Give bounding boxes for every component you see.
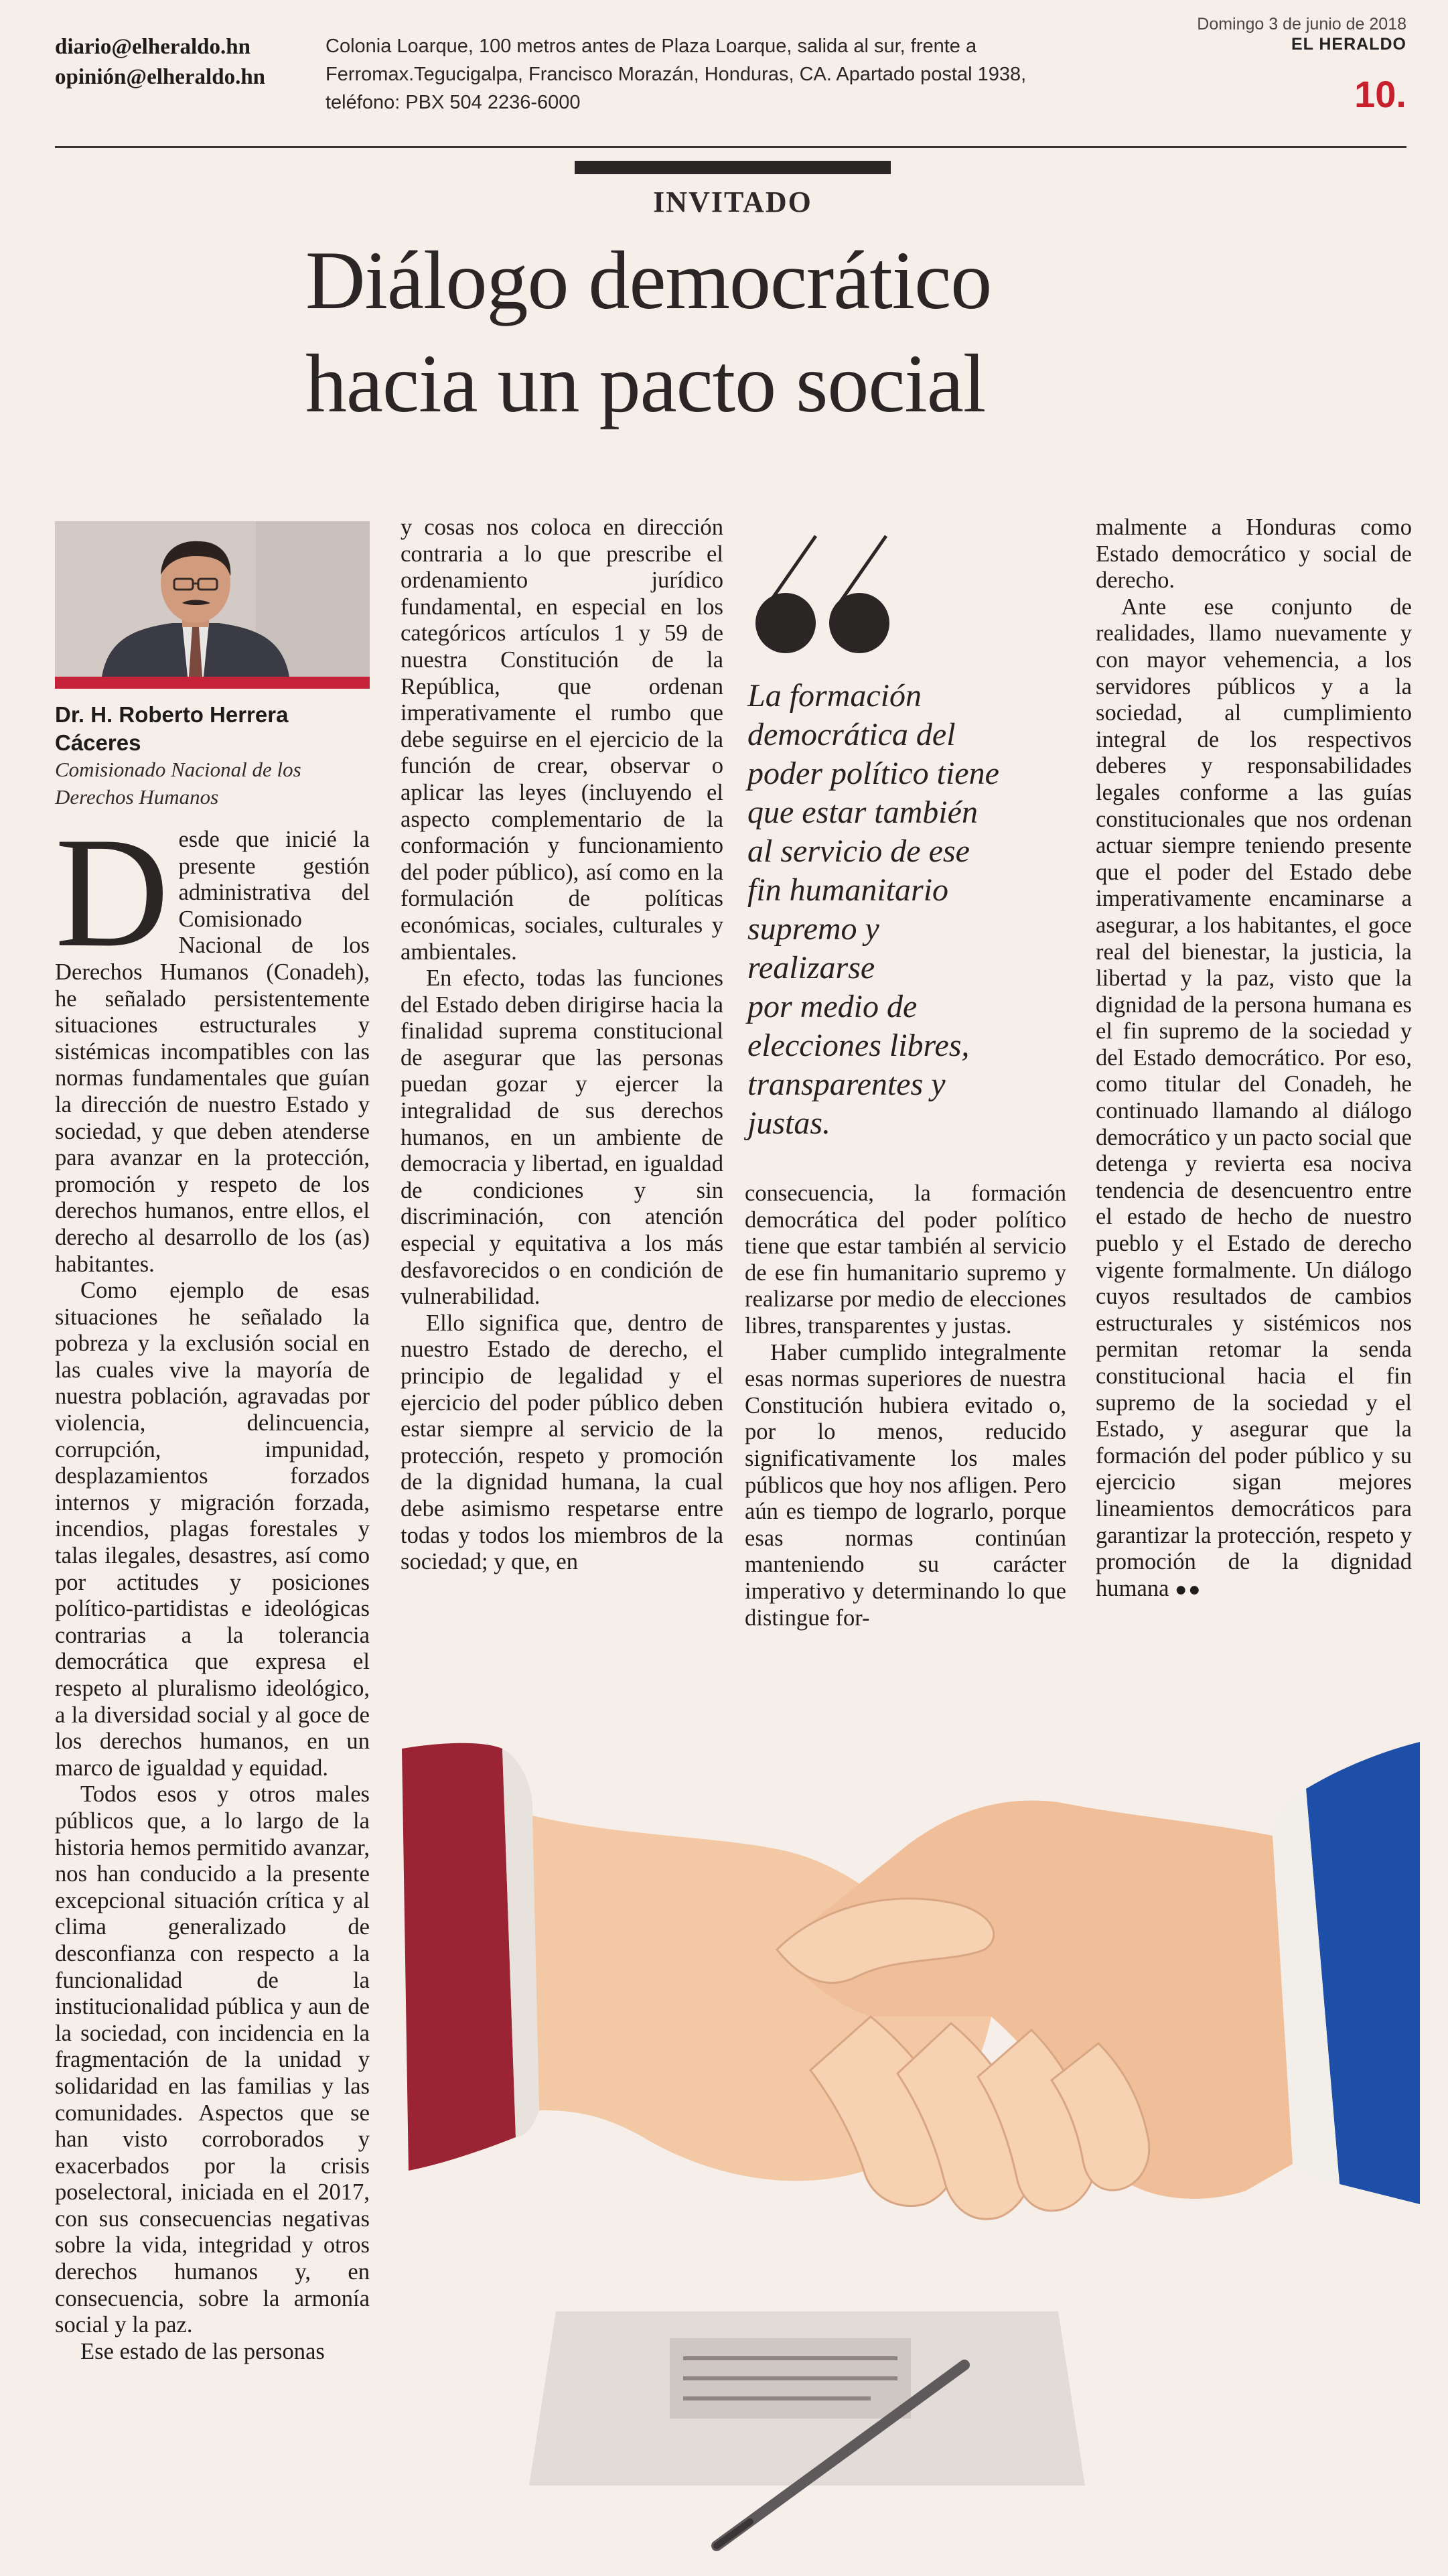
article-paragraph: consecuencia, la formación democrática del poder político tiene que estar también al servicio de ese fin humanitario supremo y realizarse por medio de elecciones libres, transparentes y justas. (745, 1180, 1066, 1339)
email-opinion: opinión@elheraldo.hn (55, 65, 266, 89)
newspaper-brand: EL HERALDO (1291, 35, 1406, 54)
author-name-line: Dr. H. Roberto Herrera (55, 702, 289, 727)
article-column-1 (55, 805, 370, 2365)
handshake-illustration-icon (402, 1735, 1420, 2559)
article-paragraph: Haber cumplido integralmente esas normas superiores de nuestra Constitución hubiera evitado o, por lo menos, reducido significativamente los males públicos que hoy nos afligen. Pero aún es tiempo de lograrlo, porque esas normas continúan manteniendo su carácter imperativo y determinando lo que distingue for- (745, 1339, 1066, 1631)
publisher-address (325, 32, 1129, 117)
article-paragraph: malmente a Honduras como Estado democrático y social de derecho. (1096, 515, 1412, 594)
address-line: teléfono: PBX 504 2236-6000 (325, 92, 581, 113)
author-photo-bar (55, 677, 370, 689)
article-paragraph: y cosas nos coloca en dirección contraria a lo que prescribe el ordenamiento jurídico fundamental, en especial en los categóricos artículos 1 y 59 de nuestra Constitución de la República, que ordenan imperativamente el rumbo que debe seguirse en el ejercicio de la función de crear, observar o aplicar las leyes (incluyendo el aspecto complementario de la conformación y funcionamiento del poder público), así como en la formulación de políticas económicas, sociales, culturales y ambientales. (401, 515, 723, 965)
author-role-line: Derechos Humanos (55, 785, 219, 809)
author-name (55, 701, 370, 757)
author-role-line: Comisionado Nacional de los (55, 758, 301, 781)
author-name-line: Cáceres (55, 730, 141, 755)
pull-quote-line: realizarse (747, 950, 875, 986)
drop-cap: D (55, 805, 169, 980)
address-line: Ferromax.Tegucigalpa, Francisco Morazán, Honduras, CA. Apartado postal 1938, (325, 64, 1027, 85)
contact-emails (55, 32, 303, 92)
paragraph-text: esde que inicié la presente gestión administrativa del Comisionado Nacional de los Derechos Humanos (Conadeh), he señalado persistentemente situaciones estructurales y sistémicas incompatibles con las normas fundamentales que guían la dirección de nuestro Estado y sociedad, y que deben atenderse para avanzar en la protección, promoción y respeto de los derechos humanos, entre ellos, el derecho al desarrollo de los (as) habitantes. (55, 827, 370, 1277)
article-paragraph: Ello significa que, dentro de nuestro Estado de derecho, el principio de legalidad y el ejercicio del poder público deben estar siempre al servicio de la protección, respeto y promoción de la dignidad humana, la cual debe asimismo respetarse entre todas y todos los miembros de la sociedad; y que, en (401, 1310, 723, 1575)
section-label: INVITADO (653, 186, 812, 218)
author-photo (55, 521, 370, 677)
article-paragraph: Todos esos y otros males públicos que, a lo largo de la historia hemos permitido avanzar, nos han conducido a la presente excepcional situación crítica y al clima generalizado de desconfianza con respecto a la funcionalidad de la institucionalidad pública y aun de la sociedad, con incidencia en la fragmentación de la unidad y solidaridad en las familias y las comunidades. Aspectos que se han visto corroborados y exacerbados por la crisis poselectoral, iniciada en el 2017, con sus consecuencias negativas sobre la vida, integridad y otros derechos humanos y, en consecuencia, sobre la armonía social y la paz. (55, 1781, 370, 2338)
pull-quote-line: La formación (747, 678, 922, 714)
article-column-2 (401, 515, 723, 1576)
article-paragraph: Ese estado de las personas (80, 2338, 325, 2364)
pull-quote-line: justas. (747, 1105, 831, 1141)
article-paragraph: Como ejemplo de esas situaciones he señalado la pobreza y la exclusión social en las cuales vive la mayoría de nuestra población, agravadas por violencia, delincuencia, corrupción, impunidad, desplazamientos forzados internos y migración forzada, incendios, plagas forestales y talas ilegales, desastres, así como por actitudes y posiciones político-partidistas e ideológicas contrarias a la tolerancia democrática que expresa el respeto al pluralismo ideológico, a la diversidad social y al goce de los derechos humanos, en un marco de igualdad y equidad. (55, 1278, 370, 1781)
pull-quote-line: democrática del (747, 717, 956, 752)
pull-quote-line: poder político tiene (747, 756, 999, 791)
address-line: Colonia Loarque, 100 metros antes de Plaza Loarque, salida al sur, frente a (325, 36, 977, 57)
author-role (55, 756, 370, 811)
pull-quote-line: transparentes y (747, 1067, 946, 1102)
pull-quote-line: por medio de (747, 989, 918, 1024)
headline (305, 229, 1310, 435)
section-bar (575, 161, 891, 174)
article-paragraph: En efecto, todas las funciones del Estado deben dirigirse hacia la finalidad suprema constitucional de asegurar que las personas puedan gozar y ejercer la integralidad de sus derechos humanos, en un ambiente de democracia y libertad, en igualdad de condiciones y sin discriminación, con atención especial y equitativa a los más desfavorecidos o en condición de vulnerabilidad. (401, 965, 723, 1310)
article-column-4 (1096, 515, 1412, 1603)
paragraph-text: Ante ese conjunto de realidades, llamo nuevamente y con mayor vehemencia, a los servidores públicos y a la sociedad, al cumplimiento integral de los respectivos deberes y responsabilidades legales conforme a las guías constitucionales que nos ordenan actuar siempre teniendo presente que el poder del Estado debe imperativamente encaminarse a asegurar, a los habitantes, el goce real del bienestar, la justicia, la libertad y la paz, visto que la dignidad de la persona humana es el fin supremo de la sociedad y del Estado democrático. Por eso, como titular del Conadeh, he continuado llamando al diálogo democrático y un pacto social que detenga y revierta esa nociva tendencia de desencuentro entre el estado de hecho de nuestro pueblo y el Estado de derecho vigente formalmente. Un diálogo cuyos resultados de cambios estructurales y sistémicos nos permitan retomar la senda constitucional hacia el fin supremo de la sociedad y el Estado, y asegurar que la formación del poder público y su ejercicio sigan mejores lineamientos democráticos para garantizar la protección, respeto y promoción de la dignidad humana (1096, 594, 1412, 1601)
headline-line: hacia un pacto social (305, 338, 986, 429)
article-column-3 (745, 1180, 1066, 1631)
quote-marks-icon (749, 529, 903, 657)
header-divider (55, 146, 1406, 148)
author-portrait-icon (55, 521, 370, 677)
pull-quote-line: al servicio de ese (747, 833, 970, 869)
end-of-article-mark: ●● (1175, 1578, 1202, 1601)
email-diario: diario@elheraldo.hn (55, 35, 250, 59)
article-paragraph (1096, 594, 1412, 1603)
issue-date: Domingo 3 de junio de 2018 (1197, 15, 1406, 33)
pull-quote-line: que estar también (747, 795, 978, 830)
pull-quote (747, 677, 1069, 1143)
pull-quote-line: supremo y (747, 911, 879, 947)
pull-quote-line: elecciones libres, (747, 1028, 970, 1063)
article-paragraph (55, 805, 370, 1278)
pull-quote-line: fin humanitario (747, 872, 949, 908)
headline-line: Diálogo democrático (305, 234, 992, 326)
page-number: 10. (1354, 73, 1406, 115)
